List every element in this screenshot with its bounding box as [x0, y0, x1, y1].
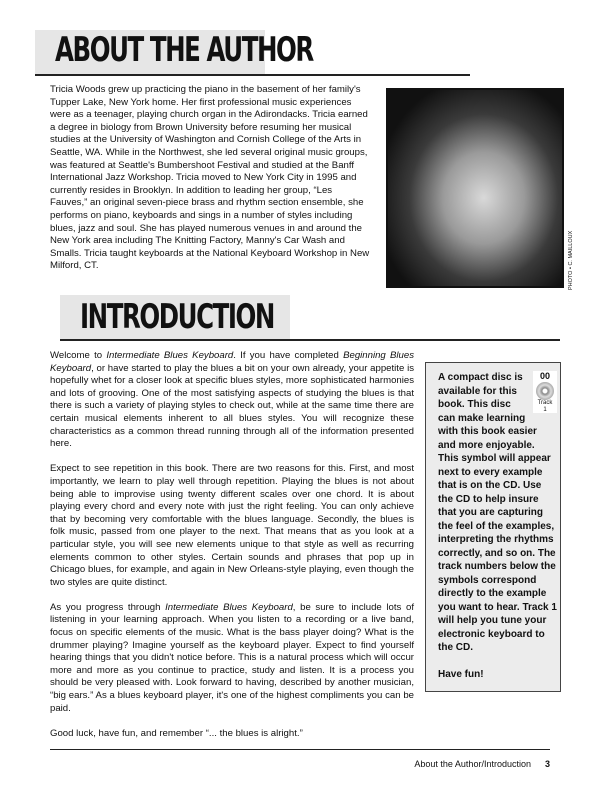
sidebar-body: A compact disc is available for this book. This disc can make learning with this book easier and more enjoyable. This symbol will appear next to every example that is on the CD. Use the CD to help insure that you are capturing the feel of the examples, interpreting the rhythms correctly, and so on. The track numbers below the symbols correspond directly to the example you want to hear. Track 1 will help you tune your electronic keyboard to the CD.	[438, 372, 557, 653]
intro-paragraph	[50, 350, 414, 451]
text: . If you have completed	[233, 350, 344, 361]
divider	[60, 339, 560, 341]
book-title: Intermediate Blues Keyboard	[165, 601, 293, 613]
divider	[35, 74, 470, 76]
intro-paragraph	[50, 602, 414, 715]
about-heading: ABOUT THE AUTHOR	[55, 30, 313, 70]
cd-sidebar	[425, 362, 561, 692]
cd-symbol	[533, 371, 557, 413]
photo-credit: PHOTO • C. MAILLOUX	[568, 230, 574, 290]
text: , be sure to include lots of listening in your learning approach. When you listen to a recording or a live band, focus on specific elements of the music. What is the bass player doing? What is the drummer playing? Imagine yourself as the keyboard player. Expect to find yourself hearing things that you didn't notice before. This is a natural process which will occur more and more as you continue to practice, study and listen. It is a process you should be very pleased with. Look forward to having, described by another musician, “big ears.” As a blues keyboard player, it's one of the highest compliments you can be paid.	[50, 601, 414, 714]
footer-divider	[50, 749, 550, 750]
cd-icon	[536, 382, 554, 400]
sidebar-text	[438, 371, 557, 681]
text: Welcome to	[50, 350, 107, 361]
author-photo	[386, 88, 564, 288]
intro-heading: INTRODUCTION	[80, 297, 274, 337]
about-text: Tricia Woods grew up practicing the piano in the basement of her family's Tupper Lake, New York home. Her first professional music experiences were as a teenager, playing church organ in the Adirondacks. Tricia earned a degree in biology from Brown University before resuming her musical studies at the University of Washington and Cornish College of the Arts in Seattle, WA. While in the Northwest, she led several original music groups, was featured at Seattle's Bumbershoot Festival and studied at the Banff International Jazz Workshop. Tricia moved to New York City in 1995 and currently resides in Brooklyn. In addition to leading her group, “Les Fauves,” an original seven-piece brass and rhythm section ensemble, she performs on piano, keyboards and sings in a number of styles including blues, jazz and soul. She has played numerous venues in and around the New York area including The Knitting Factory, Manny's Car Wash and Smalls. Tricia taught keyboards at the National Keyboard Workshop in New Milford, CT.	[50, 84, 370, 272]
text: As you progress through	[50, 601, 166, 613]
intro-text	[50, 350, 414, 753]
footer-section: About the Author/Introduction	[414, 759, 531, 769]
cd-number: 00	[539, 371, 550, 381]
text: , or have started to play the blues a bit on your own already, your appetite is hopefully whet for a closer look at specific blues styles, more sophisticated harmonies and lots of grooving. One of the most satisfying aspects of studying the blues is that there is such a variety of playing styles to check out, while at the same time there are certain musical elements inherent to all blues styles. You will recognize these characteristics as a common thread running through all of the information presented here.	[50, 362, 414, 450]
footer	[380, 759, 550, 769]
intro-paragraph: Expect to see repetition in this book. There are two reasons for this. First, and most importantly, we learn to play well through repetition. Playing the blues is not about being able to improvise using twenty different scales over one chord. It is about playing every chord and every note with just the right feeling. You can only achieve that by becoming very comfortable with the blues language. Secondly, the blues is folk music, passed from one player to the next. That means that as you look at a particular style, you will see new elements unique to that style as well as recurring elements common to other styles. Certain sounds and phrases that pop up in Chicago blues, for example, and again in New Orleans-style playing, even though the two styles are quite distinct.	[50, 463, 414, 588]
book-title: Beginning Blues Keyboard	[50, 350, 415, 374]
page-number: 3	[544, 759, 550, 769]
intro-paragraph: Good luck, have fun, and remember “... the blues is alright.”	[50, 727, 303, 739]
book-title: Intermediate Blues Keyboard	[106, 350, 234, 361]
cd-track-number: 1	[543, 407, 547, 413]
cd-track-label: Track	[537, 400, 553, 406]
sidebar-closing: Have fun!	[438, 668, 484, 680]
